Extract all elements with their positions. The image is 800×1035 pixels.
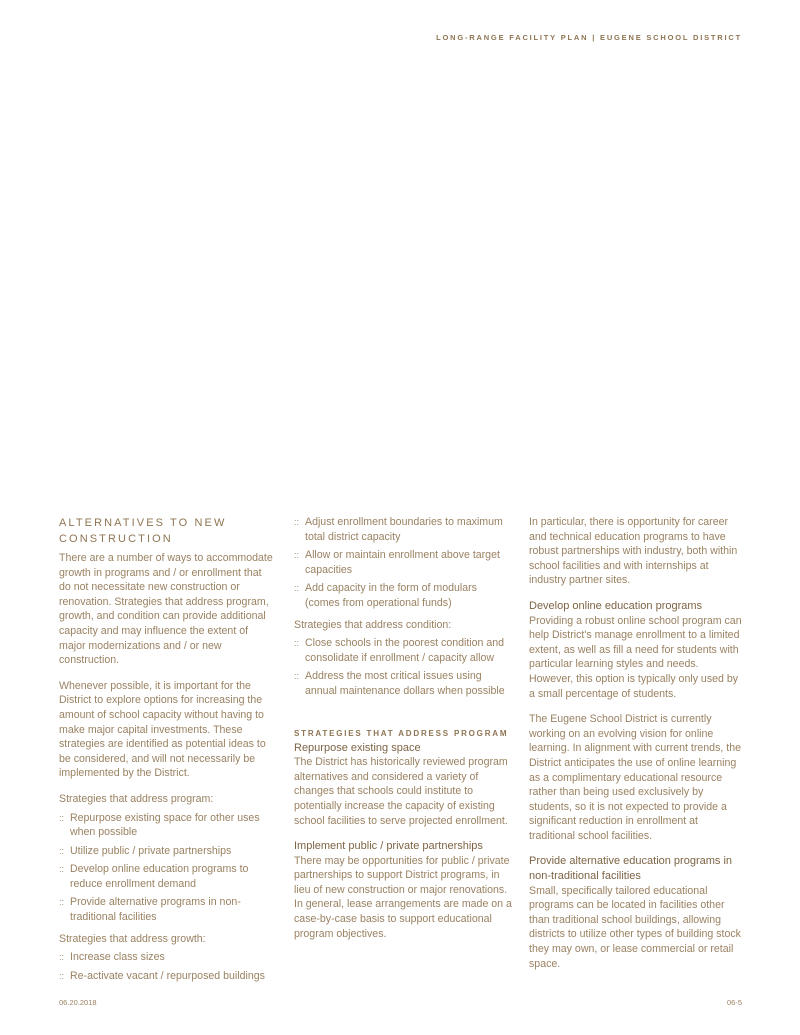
bullet-marker-icon: ::: [294, 671, 300, 682]
program-strategies-list: [59, 811, 273, 925]
repurpose-heading: Repurpose existing space: [294, 741, 421, 754]
bullet-marker-icon: ::: [294, 550, 300, 561]
bullet-marker-icon: ::: [294, 583, 300, 594]
list-item: :: Repurpose existing space for other uses when possible: [59, 811, 260, 839]
list-item: :: Increase class sizes: [59, 951, 165, 964]
section-title: ALTERNATIVES TO NEW CONSTRUCTION: [59, 517, 227, 545]
bullet-marker-icon: ::: [59, 864, 65, 875]
bullet-marker-icon: ::: [59, 812, 65, 823]
program-strategies-subheading: STRATEGIES THAT ADDRESS PROGRAM: [294, 728, 509, 738]
column-2: [294, 515, 512, 952]
bullet-marker-icon: ::: [59, 952, 65, 963]
program-strategies-intro: Strategies that address program:: [59, 792, 214, 805]
list-item: :: Develop online education programs to reduce enrollment demand: [59, 863, 249, 890]
bullet-marker-icon: ::: [294, 517, 300, 527]
condition-strategies-list: [294, 636, 512, 698]
paragraph-explore: Whenever possible, it is important for the District to explore options for increasing the amount of school capacity without having to make major capital investments. These strategies are identified as potential ideas to be considered, and will not necessarily be implemented by the District.: [59, 679, 266, 780]
column-1: [59, 515, 273, 990]
list-item: :: Provide alternative programs in non-traditional facilities: [59, 896, 241, 924]
list-item: :: Adjust enrollment boundaries to maximum total district capacity: [294, 516, 503, 543]
footer-date: 06.20.2018: [59, 998, 97, 1007]
bullet-marker-icon: ::: [59, 845, 65, 856]
paragraph-intro: There are a number of ways to accommodate growth in programs and / or enrollment that do not necessitate new construction or renovation. Strategies that address program, growth, and condition can provide additional capacity and may influence the extent of major modernizations and / or new construction.: [59, 552, 273, 667]
alternative-programs-heading: Provide alternative education programs in non-traditional facilities: [529, 855, 733, 883]
growth-strategies-list: [59, 950, 273, 983]
column-3: [529, 515, 745, 982]
alternative-programs-paragraph: Small, specifically tailored educational programs can be located in facilities other than traditional school buildings, allowing districts to utilize other types of building stock they may own, or lease commercial or retail space.: [529, 884, 741, 970]
online-heading: Develop online education programs: [529, 599, 703, 612]
partnerships-heading: Implement public / private partnerships: [294, 840, 483, 853]
list-item: :: Utilize public / private partnerships: [59, 844, 232, 857]
list-item: :: Add capacity in the form of modulars (comes from operational funds): [294, 582, 477, 609]
repurpose-paragraph: The District has historically reviewed program alternatives and considered a variety of changes that schools could institute to potentially increase the capacity of existing school facilities to serve projected enrollment.: [294, 756, 508, 827]
career-paragraph: In particular, there is opportunity for career and technical education programs to have robust partnerships with industry, both within school facilities and with internships at industry partner sites.: [529, 516, 738, 587]
growth-strategies-list-continued: [294, 515, 512, 611]
list-item: :: Allow or maintain enrollment above target capacities: [294, 549, 500, 576]
growth-strategies-intro: Strategies that address growth:: [59, 932, 206, 945]
online-paragraph-1: Providing a robust online school program can help District's manage enrollment to a limited extent, as well as fill a need for students with particular learning styles and needs. However, this option is typically only used by a small percentage of students.: [529, 614, 742, 700]
condition-strategies-intro: Strategies that address condition:: [294, 618, 452, 631]
bullet-marker-icon: ::: [59, 897, 65, 908]
bullet-marker-icon: ::: [59, 970, 65, 981]
page-number: 06-5: [726, 998, 742, 1007]
partnerships-paragraph: There may be opportunities for public / private partnerships to support District programs, in lieu of new construction or major renovations. In general, lease arrangements are made on a case-by-case basis to support educational program objectives.: [294, 854, 512, 940]
bullet-marker-icon: ::: [294, 638, 300, 649]
running-header: LONG-RANGE FACILITY PLAN | EUGENE SCHOOL DISTRICT: [436, 33, 742, 42]
list-item: :: Re-activate vacant / repurposed buildings: [59, 969, 265, 982]
online-paragraph-2: The Eugene School District is currently working on an evolving vision for online learning. In alignment with current trends, the District anticipates the use of online learning as a complimentary educational resource rather than being used exclusively by students, so it is not expected to provide a significant reduction in enrollment at traditional school facilities.: [529, 713, 741, 842]
list-item: :: Close schools in the poorest condition and consolidate if enrollment / capacity allow: [294, 637, 505, 664]
list-item: :: Address the most critical issues using annual maintenance dollars when possible: [294, 670, 505, 697]
